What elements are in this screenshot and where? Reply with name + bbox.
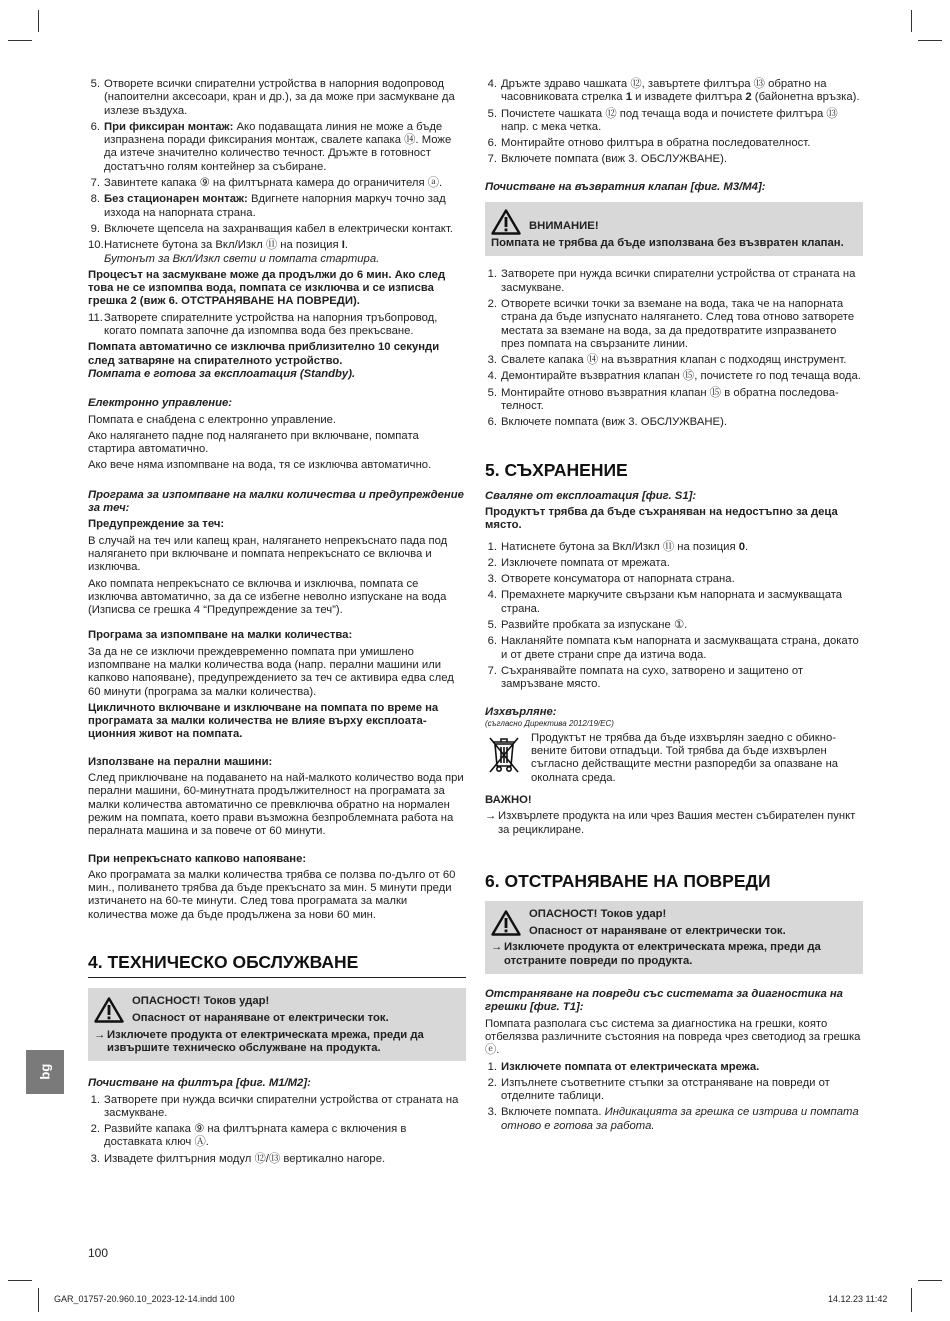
list-item: 3. Отворете консуматора от напорната страна. [487,573,735,586]
steps-list-7 [485,1061,863,1133]
list-item: 10. Натиснете бутона за Вкл/Изкл ⑪ на позиция I. Бутонът за Вкл/Изкл свети и помпата стартира. [88,239,380,265]
list-item: 6. При фиксиран монтаж: Ако подаващата линия не може а бъде изпразнена поради фиксирания монтаж, свалете капака ⑭. Може да изтече значително количество течност. Дръжте в готовност достатъчно голям контейнер за събиране. [90,120,452,173]
section-heading: Почистване на възвратния клапан [фиг. M3/M4]: [485,180,766,193]
section-heading: Изхвърляне: [485,705,557,718]
list-item: 6. Накланяйте помпата към напорната и засмукващата страна, докато и от двете страни спре да изтича вода. [487,635,859,661]
list-item: 2. Отворете всички точки за вземане на вода, така че на напорната страна да бъде изпуснато налягането. След това отново затворете местата за вземане на вода, за да предотвратите изпразването през помпата на свързаните линии. [487,297,855,350]
list-item: 5. Развийте пробката за изпускане ①. [487,619,688,632]
paragraph: Помпата е снабдена с електронно управление. [88,413,337,426]
steps-list-3 [88,1094,466,1166]
crop-mark [38,1288,39,1312]
crop-mark [8,40,32,41]
list-item: 3. Свалете капака ⑭ на възвратния клапан с подходящ инструмент. [487,354,847,367]
crop-mark [911,10,912,32]
list-item: 7. Съхранявайте помпата на сухо, затворено и защитено от замръзване място. [487,664,804,691]
crop-mark [911,1288,912,1312]
list-item: 2. Изключете помпата от мрежата. [487,556,670,569]
paragraph: Ако вече няма изпомпване на вода, тя се изключва автоматично. [88,459,432,472]
directive-note: (съгласно Директива 2012/19/EC) [485,718,614,728]
language-tab: bg [26,1050,64,1094]
paragraph: Ако помпата непрекъснато се включва и изключва, помпата се изключва автоматично, за да се избегне неволно изпускане на вода (Изписва се грешка 4 “Предупреждение за теч”). [88,577,447,617]
crop-mark [918,40,942,41]
bold-note: Помпата автоматично се изключва приблизително 10 секунди след затваряне на спирателното устройство. Помпата е готова за експлоатация (Standby). [88,341,440,380]
sub-heading: При непрекъснато капково напояване: [88,852,307,865]
section-title-storage: 5. СЪХРАНЕНИЕ [485,459,628,480]
list-item: 1. Натиснете бутона за Вкл/Изкл ⑪ на позиция 0. [487,540,749,553]
left-column [88,78,466,1169]
danger-line: Опасност от нараняване от електрически ток. [529,925,786,938]
list-item: 2. Изпълнете съответните стъпки за отстраняване на повреди от отделните таблици. [487,1076,830,1103]
steps-list-4 [485,78,863,167]
paragraph: За да не се изключи преждевременно помпата при умишлено изпомпване на малки количества вода (напр. перални машини или капково напояване), предупреждението за теч се активира едва след 60 минути (програма за малки количества). [88,645,454,698]
list-item: 2. Развийте капака ⑨ на филтърната камера с включения в доставката ключ Ⓐ. [90,1123,407,1149]
warning-triangle-icon [491,910,521,936]
danger-title: ОПАСНОСТ! Токов удар! [529,907,667,920]
list-item: 1. Затворете при нужда всички спирателни устройства от страната на засмукване. [487,268,856,294]
steps-list-2 [88,312,466,339]
list-item: 8. Без стационарен монтаж: Вдигнете напорния маркуч точно зад изхода на напорната страна. [90,193,446,219]
danger-line: Опасност от нараняване от електрически ток. [132,1012,389,1025]
section-heading: Програма за изпомпване на малки количества и предупреждение за теч: [88,488,464,515]
important-label: ВАЖНО! [485,793,532,806]
list-item: 3. Извадете филтърния модул ⑫/⑬ вертикално нагоре. [90,1152,386,1165]
crop-mark [38,10,39,32]
warning-triangle-icon [491,209,521,235]
list-item: 6. Монтирайте отново филтъра в обратна последователност. [487,137,811,150]
section-heading: Сваляне от експлоатация [фиг. S1]: [485,489,697,502]
section-heading: Почистване на филтъра [фиг. M1/M2]: [88,1077,311,1090]
list-item: 5. Отворете всички спирателни устройства в напорния водопровод (напоителни аксесоари, кран и др.), за да може при засмукване да излезе въздуха. [90,78,455,117]
bold-note: Продуктът трябва да бъде съхраняван на недостъпно за деца място. [485,505,838,532]
danger-action: → Изключете продукта от електрическата мрежа, преди да отстраните повреди по продукта. [491,941,821,967]
crossed-bin-icon [485,732,525,776]
caution-box [485,202,863,256]
list-item: 3. Включете помпата. Индикацията за грешка се изтрива и помпата отново е готова за работа. [487,1106,859,1132]
list-item: 4. Дръжте здраво чашката ⑫, завъртете филтъра ⑬ обратно на часовниковата стрелка 1 и извадете филтъра 2 (байонетна връзка). [487,78,860,104]
danger-title: ОПАСНОСТ! Токов удар! [132,995,270,1008]
page-number: 100 [88,1246,109,1260]
caution-title: ВНИМАНИЕ! [529,220,599,233]
paragraph: След приключване на подаването на най-малкото количество вода при перални машини, 60-минутната продължителност на програмата за малки количества автоматично се превключва обратно на нормален режим на помпата, което прави възможна безпроблемната работа на пералната машина и за повече от 60 минути. [88,772,464,838]
sub-heading: Програма за изпомпване на малки количества: [88,629,353,642]
danger-box [88,988,466,1061]
list-item: 7. Включете помпата (виж 3. ОБСЛУЖВАНЕ). [487,153,727,166]
right-column [485,78,863,1136]
bold-note: Процесът на засмукване може да продължи до 6 мин. Ако след това не се изпомпва вода, помпата се изключва и се изписва грешка 2 (виж 6. ОТСТРАНЯВАНЕ НА ПОВРЕДИ). [88,268,446,308]
list-item: 9. Включете щепсела на захранващия кабел в електрически контакт. [90,222,453,235]
crop-mark [8,1280,32,1281]
steps-list-1 [88,78,466,266]
list-item: 1. Изключете помпата от електрическата мрежа. [487,1060,760,1073]
crop-mark [918,1280,942,1281]
important-action: → Изхвърлете продукта на или чрез Вашия местен събирателен пункт за рециклиране. [485,810,856,836]
section-heading: Отстраняване на повреди със системата за диагностика на грешки [фиг. T1]: [485,988,843,1014]
steps-list-6 [485,541,863,692]
section-title-troubleshooting: 6. ОТСТРАНЯВАНЕ НА ПОВРЕДИ [485,870,771,891]
paragraph: Ако налягането падне под налягането при включване, помпата стартира автоматично. [88,429,419,456]
paragraph: Ако програмата за малки количества трябва се ползва по-дълго от 60 мин., поливането трябва да бъде прекъснато за мин. 5 минути преди изтичането на 60-те минути. След това програмата за малки количества може да бъде продължена за нови 60 мин. [88,868,456,921]
list-item: 4. Демонтирайте възвратния клапан ⑮, почистете го под течаща вода. [487,370,861,383]
section-title-maintenance: 4. ТЕХНИЧЕСКО ОБСЛУЖВАНЕ [88,952,466,978]
paragraph: Помпата разполага със система за диагностика на грешки, която отбелязва различните състояния на повреда чрез светодиод за грешка ⓔ. [485,1017,861,1057]
danger-box [485,901,863,974]
list-item: 5. Почистете чашката ⑫ под течаща вода и почистете филтъра ⑬ напр. с мека четка. [487,107,838,133]
list-item: 6. Включете помпата (виж 3. ОБСЛУЖВАНЕ). [487,416,727,429]
footer-file: GAR_01757-20.960.10_2023-12-14.indd 100 [54,1294,235,1304]
list-item: 5. Монтирайте отново възвратния клапан ⑮ в обратна последователност. [487,386,839,413]
footer-date: 14.12.23 11:42 [828,1294,888,1304]
list-item: 7. Завинтете капака ⑨ на филтърната камера до ограничителя ⓐ. [90,177,443,190]
list-item: 1. Затворете при нужда всички спирателни устройства от страната на засмукване. [90,1093,459,1119]
list-item: 4. Премахнете маркучите свързани към напорната и засмукващата страна. [487,589,843,615]
bold-note: Цикличното включване и изключване на помпата по време на програмата за малки количества не влияе върху експлоатационния живот на помпата. [88,701,439,741]
sub-heading: Предупреждение за теч: [88,518,225,531]
disposal-block [485,732,863,788]
caution-line: Помпата не трябва да бъде използвана без възвратен клапан. [491,237,844,250]
section-heading: Електронно управление: [88,397,233,410]
paragraph: В случай на теч или капещ кран, налягането непрекъснато пада под налягането при включване и помпата непрекъснато се включва и изключва. [88,534,448,574]
paragraph: Продуктът не трябва да бъде изхвърлян заедно с обикновените битови отпадъци. Той трябва да бъде изхвърлен съгласно действащите местни разпоредби за опазване на околната среда. [531,731,839,784]
danger-action: → Изключете продукта от електрическата мрежа, преди да извършите техническо обслужване на продукта. [94,1028,424,1054]
steps-list-5 [485,268,863,429]
sub-heading: Използване на перални машини: [88,755,273,768]
warning-triangle-icon [94,997,124,1023]
list-item: 11. Затворете спирателните устройства на напорния тръбопровод, когато помпата започне да изпомпва вода без прекъсване. [88,311,438,338]
